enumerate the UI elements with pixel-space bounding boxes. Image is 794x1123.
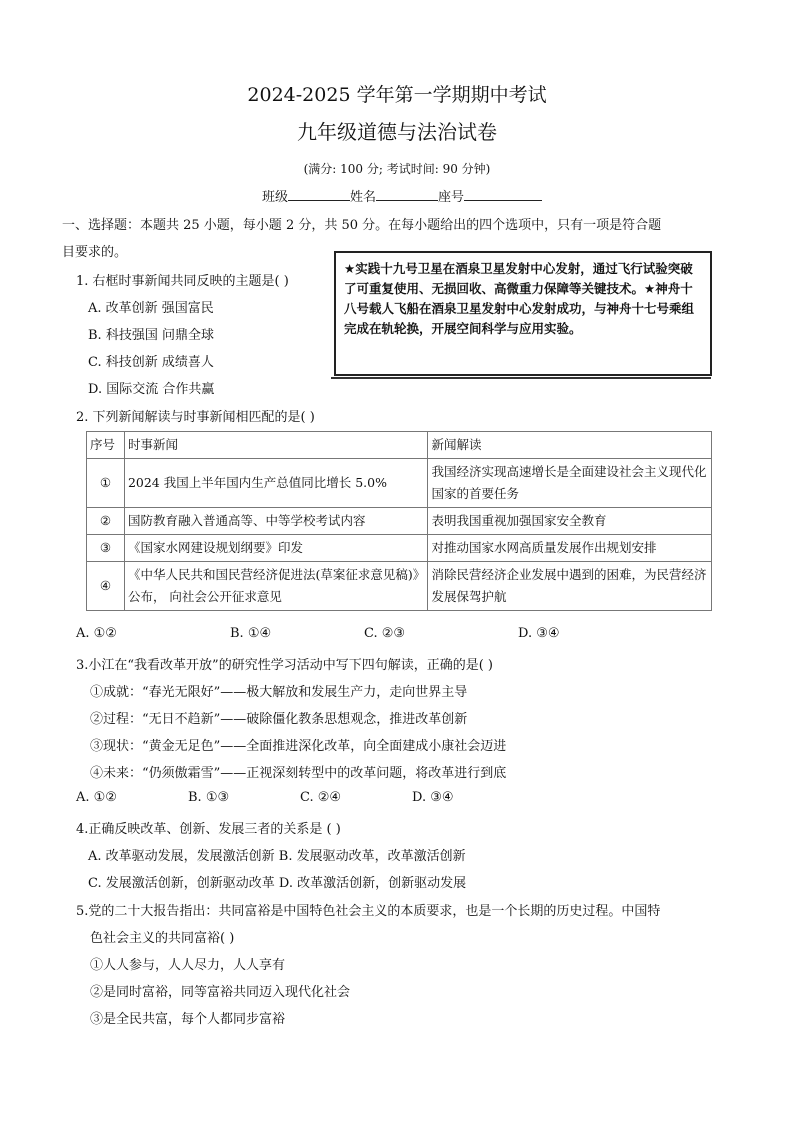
q3-option-a[interactable]: A. ①②	[76, 790, 117, 805]
row-reading: 表明我国重视加强国家安全教育	[428, 508, 712, 535]
row-news: 《国家水网建设规划纲要》印发	[124, 535, 428, 562]
name-label: 姓名	[350, 190, 377, 205]
row-num: ④	[87, 562, 125, 611]
row-reading: 我国经济实现高速增长是全面建设社会主义现代化国家的首要任务	[428, 459, 712, 508]
q2-news-table	[86, 431, 712, 611]
q5-item-2: ②是同时富裕，同等富裕共同迈入现代化社会	[90, 985, 351, 1000]
q5-stem-line1: 5.党的二十大报告指出：共同富裕是中国特色社会主义的本质要求，也是一个长期的历史过程。中国特	[76, 904, 661, 919]
exam-subtitle: (满分: 100 分; 考试时间: 90 分钟)	[303, 162, 491, 176]
class-field[interactable]	[288, 187, 350, 201]
q5-item-3: ③是全民共富，每个人都同步富裕	[90, 1012, 286, 1027]
seat-field[interactable]	[464, 187, 542, 201]
exam-title: 2024-2025 学年第一学期期中考试	[247, 84, 547, 106]
q2-option-d[interactable]: D. ③④	[518, 626, 560, 641]
q1-option-d[interactable]: D. 国际交流 合作共赢	[88, 382, 215, 397]
row-news: 2024 我国上半年国内生产总值同比增长 5.0%	[124, 459, 428, 508]
row-news: 《中华人民共和国民营经济促进法(草案征求意见稿)》公布， 向社会公开征求意见	[124, 562, 428, 611]
q3-option-d[interactable]: D. ③④	[412, 790, 454, 805]
q3-item-3: ③现状：“黄金无足色”——全面推进深化改革，向全面建成小康社会迈进	[90, 739, 507, 754]
news-box-shadow	[331, 377, 711, 382]
q2-stem: 2. 下列新闻解读与时事新闻相匹配的是( )	[76, 410, 315, 425]
q1-option-b[interactable]: B. 科技强国 问鼎全球	[88, 328, 214, 343]
student-info-line	[262, 186, 542, 205]
table-header-row	[87, 432, 712, 459]
row-news: 国防教育融入普通高等、中等学校考试内容	[124, 508, 428, 535]
q3-item-2: ②过程：“无日不趋新”——破除僵化教条思想观念，推进改革创新	[90, 712, 468, 727]
q4-stem: 4.正确反映改革、创新、发展三者的关系是 ( )	[76, 822, 341, 837]
q5-item-1: ①人人参与，人人尽力，人人享有	[90, 958, 286, 973]
q2-option-b[interactable]: B. ①④	[230, 626, 272, 641]
table-row	[87, 535, 712, 562]
q3-item-1: ①成就：“春光无限好”——极大解放和发展生产力，走向世界主导	[90, 685, 468, 700]
q1-news-box: ★实践十九号卫星在酒泉卫星发射中心发射，通过飞行试验突破了可重复使用、无损回收、高微重力保障等关键技术。★神舟十八号载人飞船在酒泉卫星发射中心发射成功，与神舟十七号乘组完成在轨轮换，开展空间科学与应用实验。	[334, 251, 712, 376]
table-row	[87, 508, 712, 535]
table-header-reading: 新闻解读	[428, 432, 712, 459]
q4-options-row2[interactable]: C. 发展激活创新，创新驱动改革 D. 改革激活创新，创新驱动发展	[88, 876, 467, 891]
row-num: ②	[87, 508, 125, 535]
table-header-news: 时事新闻	[124, 432, 428, 459]
name-field[interactable]	[376, 187, 438, 201]
q2-option-c[interactable]: C. ②③	[364, 626, 406, 641]
q3-option-b[interactable]: B. ①③	[188, 790, 230, 805]
q3-stem: 3.小江在“我看改革开放”的研究性学习活动中写下四句解读，正确的是( )	[76, 658, 493, 673]
q3-item-4: ④未来：“仍须傲霜雪”——正视深刻转型中的改革问题，将改革进行到底	[90, 766, 507, 781]
table-row	[87, 459, 712, 508]
table-header-num: 序号	[87, 432, 125, 459]
row-reading: 对推动国家水网高质量发展作出规划安排	[428, 535, 712, 562]
q4-options-row1[interactable]: A. 改革驱动发展，发展激活创新 B. 发展驱动改革，改革激活创新	[88, 849, 466, 864]
q2-option-a[interactable]: A. ①②	[76, 626, 117, 641]
q1-stem: 1. 右框时事新闻共同反映的主题是( )	[76, 274, 289, 289]
row-reading: 消除民营经济企业发展中遇到的困难，为民营经济发展保驾护航	[428, 562, 712, 611]
row-num: ③	[87, 535, 125, 562]
row-num: ①	[87, 459, 125, 508]
section-intro-line2: 目要求的。	[62, 245, 128, 260]
q1-option-c[interactable]: C. 科技创新 成绩喜人	[88, 355, 214, 370]
class-label: 班级	[262, 190, 289, 205]
table-row	[87, 562, 712, 611]
section-intro-line1: 一、选择题：本题共 25 小题，每小题 2 分，共 50 分。在每小题给出的四个选项中，只有一项是符合题	[62, 218, 662, 233]
q3-option-c[interactable]: C. ②④	[300, 790, 342, 805]
seat-label: 座号	[438, 190, 465, 205]
q1-option-a[interactable]: A. 改革创新 强国富民	[88, 301, 214, 316]
q5-stem-line2: 色社会主义的共同富裕( )	[90, 931, 235, 946]
exam-subject-title: 九年级道德与法治试卷	[297, 120, 497, 144]
